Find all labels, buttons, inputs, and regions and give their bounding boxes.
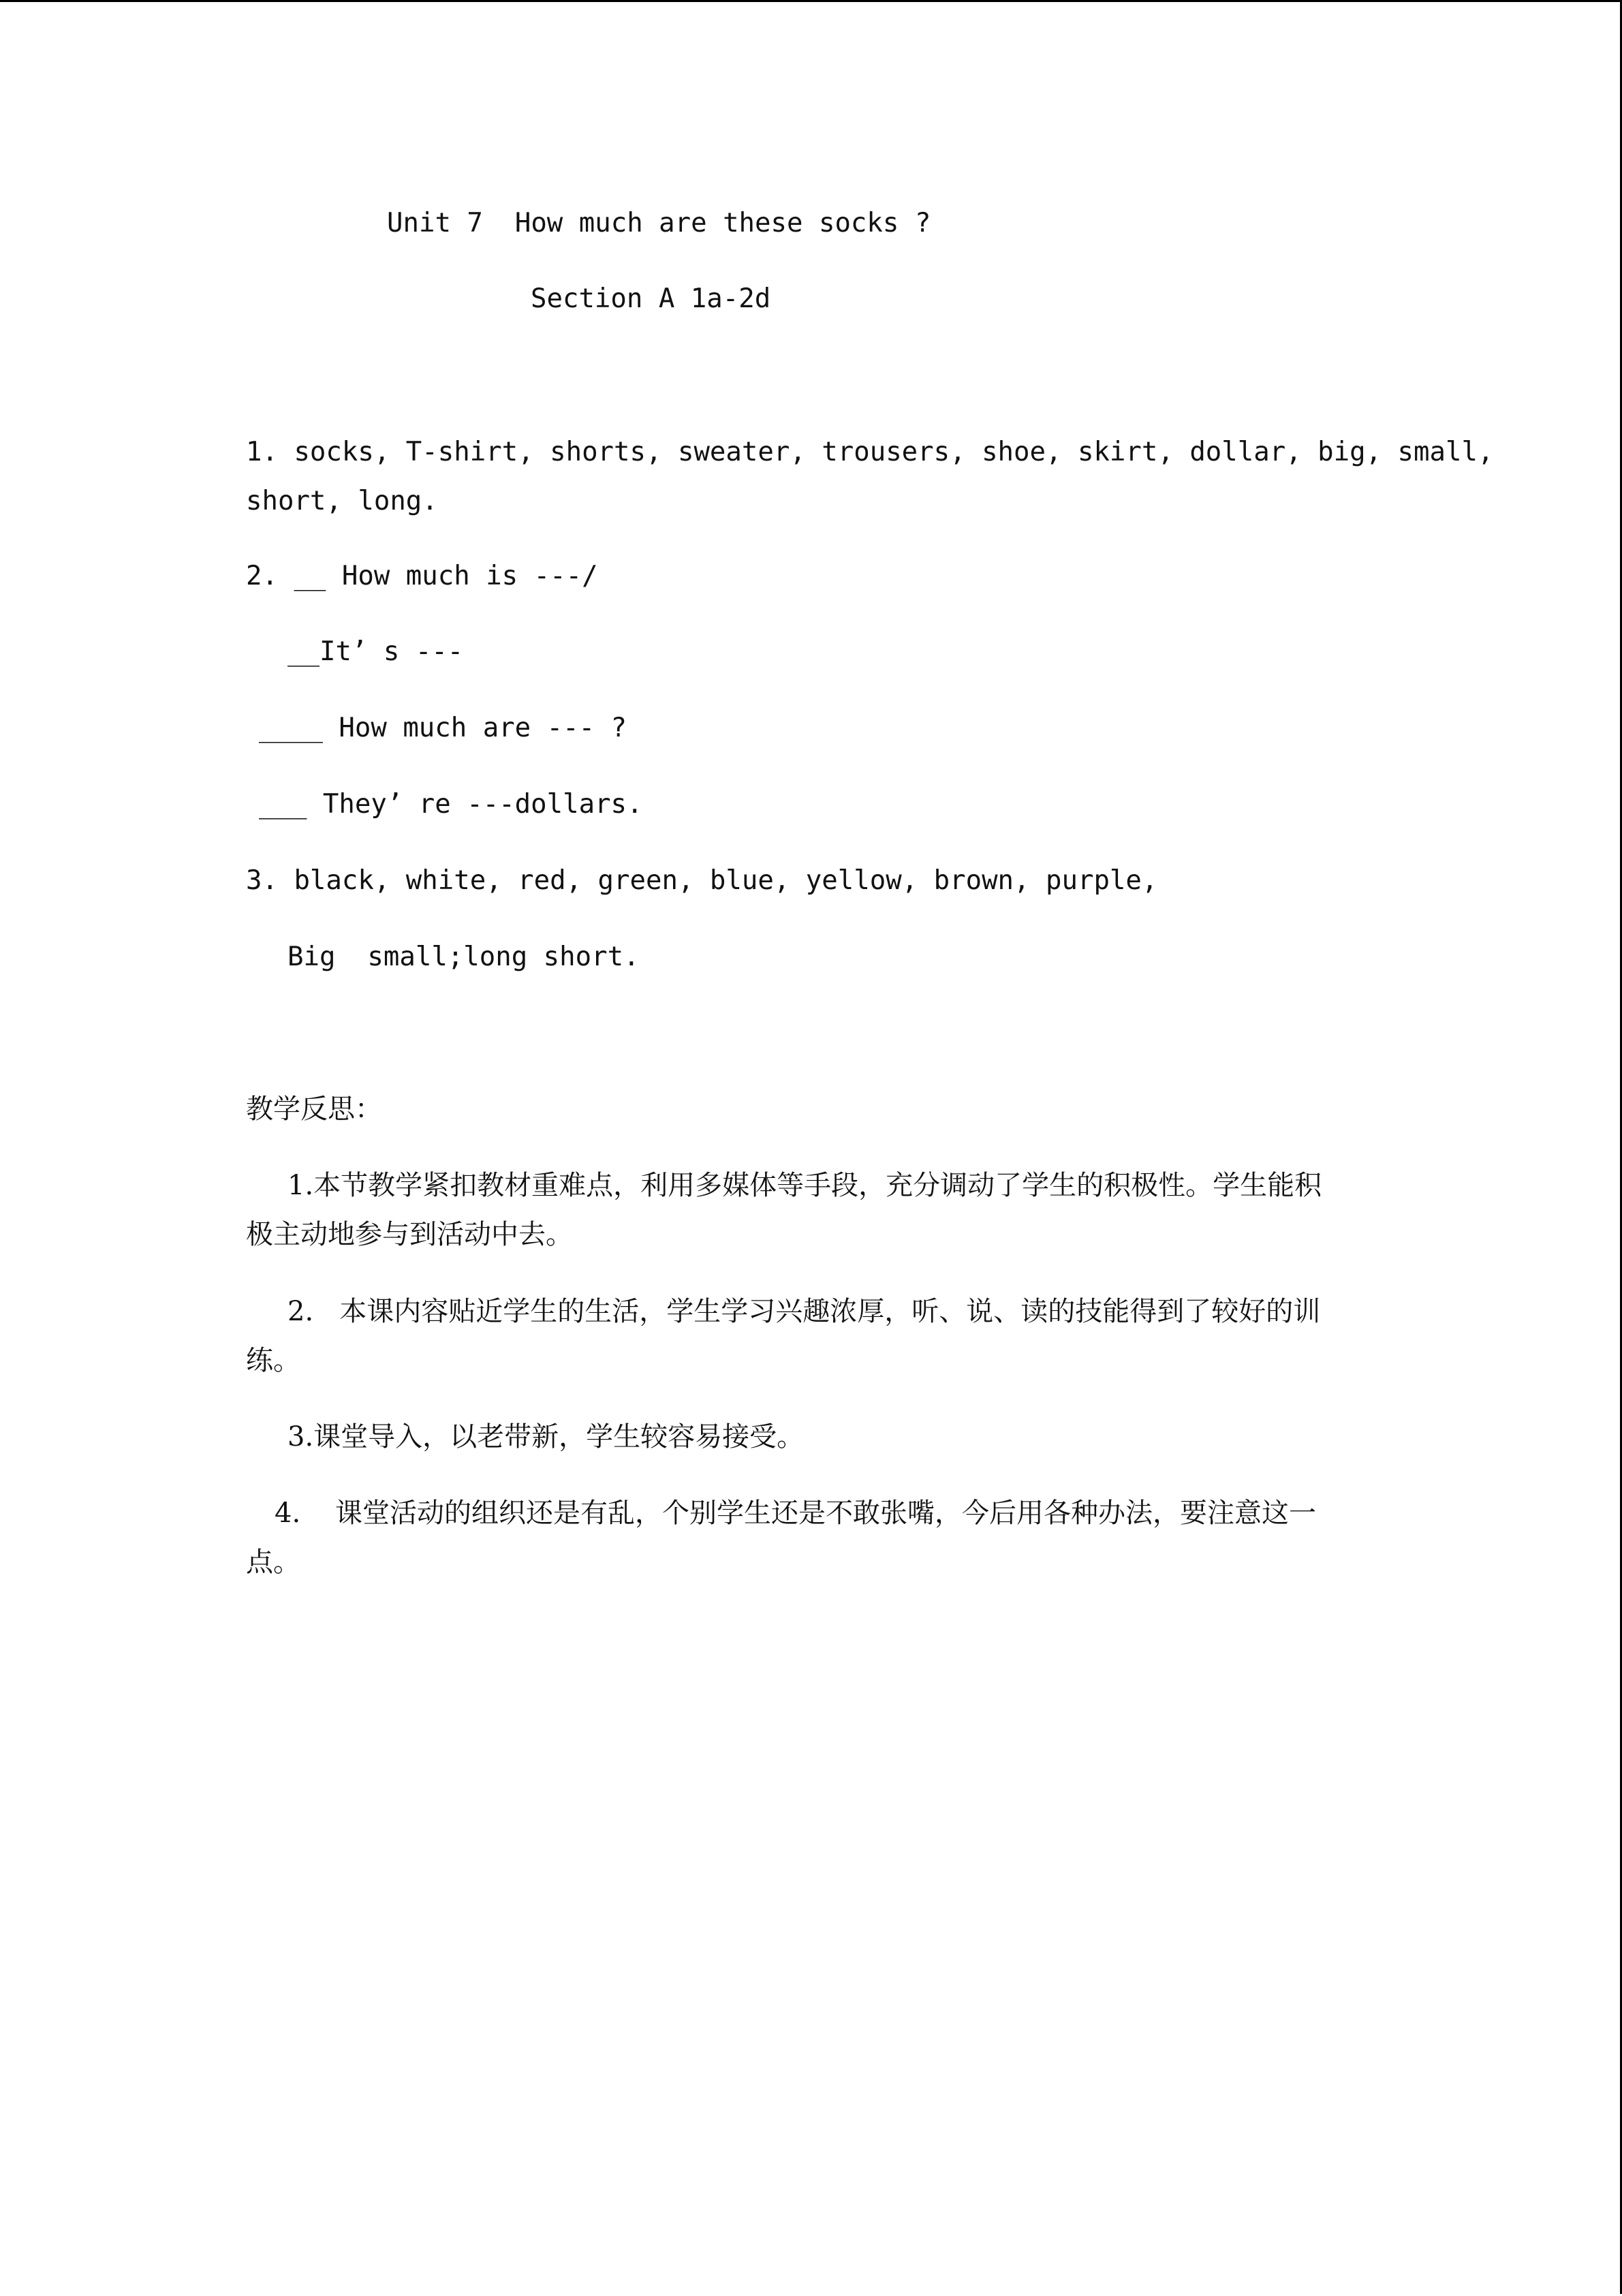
reflection-p4-line-2: 点。: [246, 1547, 300, 1578]
dialogue-line-2: __It’ s ---: [287, 636, 464, 667]
reflection-p4-line-1: 4. 课堂活动的组织还是有乱，个别学生还是不敢张嘴，今后用各种办法，要注意这一: [275, 1498, 1317, 1529]
dialogue-line-3: ____ How much are --- ?: [259, 713, 627, 743]
unit-title: Unit 7 How much are these socks ?: [387, 208, 931, 238]
vocab-line-1: 1. socks, T-shirt, shorts, sweater, trousers, shoe, skirt, dollar, big, small,: [246, 437, 1494, 467]
colors-line-1: 3. black, white, red, green, blue, yellow, brown, purple,: [246, 865, 1158, 896]
reflection-p3-line-1: 3.课堂导入，以老带新，学生较容易接受。: [287, 1421, 805, 1453]
dialogue-line-4: ___ They’ re ---dollars.: [259, 789, 643, 820]
vocab-line-2: short, long.: [246, 486, 438, 516]
document-page: [0, 2, 1622, 2296]
dialogue-line-1: 2. __ How much is ---/: [246, 561, 598, 591]
reflection-p1-line-1: 1.本节教学紧扣教材重难点，利用多媒体等手段，充分调动了学生的积极性。学生能积: [287, 1170, 1322, 1201]
reflection-heading: 教学反思：: [246, 1093, 382, 1125]
reflection-p1-line-2: 极主动地参与到活动中去。: [246, 1219, 573, 1250]
reflection-p2-line-1: 2. 本课内容贴近学生的生活，学生学习兴趣浓厚，听、说、读的技能得到了较好的训: [287, 1296, 1321, 1327]
colors-line-2: Big small;long short.: [287, 942, 640, 972]
reflection-p2-line-2: 练。: [246, 1345, 300, 1376]
section-title: Section A 1a-2d: [531, 283, 771, 314]
